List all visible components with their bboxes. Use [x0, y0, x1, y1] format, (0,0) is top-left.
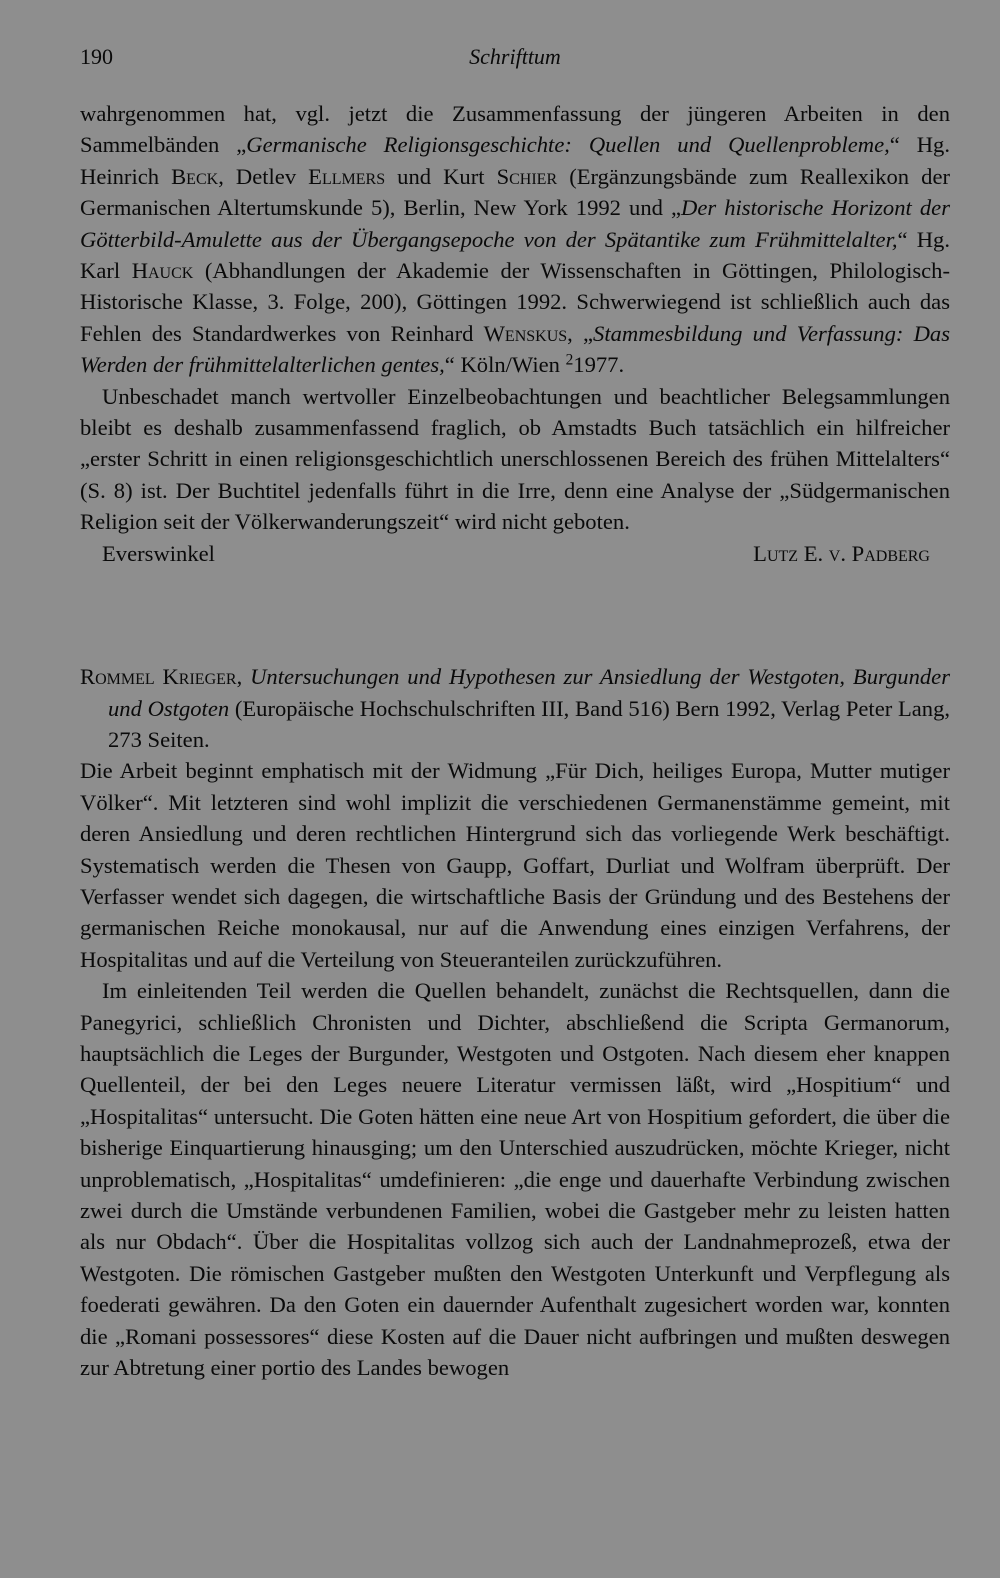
review2-paragraph-2: Im einleitenden Teil werden die Quellen behandelt, zunächst die Rechtsquellen, dann die Panegyrici, schließlich Chronisten und Dichter, abschließend die Scripta Germanorum, hauptsächlich die Leges der Burgunder, Westgoten und Ostgoten. Nach diesem eher knappen Quellenteil, der bei den Leges neuere Literatur vermissen läßt, wird „Hospitium“ und „Hospitalitas“ untersucht. Die Goten hätten eine neue Art von Hospitium gefordert, die über die bisherige Einquartierung hinausging; um den Unterschied auszudrücken, möchte Krieger, nicht unproblematisch, „Hospitalitas“ umdefinieren: „die enge und dauerhafte Verbindung zwischen zwei durch die Umstände verbundenen Familien, wobei die Gastgeber mehr zu leisten hatten als nur Obdach“. Über die Hospitalitas vollzog sich auch der Landnahmeprozeß, etwa der Westgoten. Die römischen Gastgeber mußten den Westgoten Unterkunft und Verpflegung als foederati gewähren. Da den Goten ein dauernder Aufenthalt zugesichert worden war, konnten die „Romani possessores“ diese Kosten auf die Dauer nicht aufbringen und mußten deswegen zur Abtretung einer portio des Landes bewogen [80, 978, 950, 1381]
running-title: Schrifttum [469, 44, 561, 69]
page-body [80, 98, 950, 1383]
review2-bibliographic-entry: Rommel Krieger, Untersuchungen und Hypothesen zur Ansiedlung der Westgoten, Burgunder und Ostgoten (Europäische Hochschulschriften III, Band 516) Bern 1992, Verlag Peter Lang, 273 Seiten. [80, 664, 951, 752]
running-head [80, 38, 950, 78]
reviewer-name: Lutz E. v. Padberg [753, 540, 930, 566]
section-gap [80, 569, 950, 661]
review1-paragraph-2: Unbeschadet manch wertvoller Einzelbeobachtungen und beachtlicher Belegsammlungen bleibt es deshalb zusammenfassend fraglich, ob Amstadts Buch tatsächlich ein hilfreicher „erster Schritt in einen religionsgeschichtlich unerschlossenen Bereich des frühen Mittelalters“ (S. 8) ist. Der Buchtitel jedenfalls führt in die Irre, denn eine Analyse der „Südgermanischen Religion seit der Völkerwanderungszeit“ wird nicht geboten. [80, 383, 950, 535]
book-author: Rommel Krieger [80, 664, 237, 690]
book-details: (Europäische Hochschulschriften III, Band 516) Bern 1992, Verlag Peter Lang, 273 Seiten. [108, 695, 951, 752]
review2-paragraph-1: Die Arbeit beginnt emphatisch mit der Widmung „Für Dich, heiliges Europa, Mutter mutiger Völker“. Mit letzteren sind wohl implizit die verschiedenen Germanenstämme gemeint, mit deren Ansiedlung und deren rechtlichen Hintergrund sich das vorliegende Werk beschäftigt. Systematisch werden die Thesen von Gaupp, Goffart, Durliat und Wolfram überprüft. Der Verfasser wendet sich dagegen, die wirtschaftliche Basis der Gründung und des Bestehens der germanischen Reiche monokausal, nur auf die Anwendung eines einzigen Verfahrens, der Hospitalitas und auf die Verteilung von Steueranteilen zurückzuführen. [80, 758, 950, 972]
book-title: Untersuchungen und Hypothesen zur Ansiedlung der Westgoten, Burgunder und Ostgoten [108, 664, 950, 721]
review1-paragraph-1: wahrgenommen hat, vgl. jetzt die Zusammenfassung der jüngeren Arbeiten in den Sammelbänden „Germanische Religionsgeschichte: Quellen und Quellenprobleme,“ Hg. Heinrich Beck, Detlev Ellmers und Kurt Schier (Ergänzungsbände zum Reallexikon der Germanischen Altertumskunde 5), Berlin, New York 1992 und „Der historische Horizont der Götterbild-Amulette aus der Übergangsepoche von der Spätantike zum Frühmittelalter,“ Hg. Karl Hauck (Abhandlungen der Akademie der Wissenschaften in Göttingen, Philologisch-Historische Klasse, 3. Folge, 200), Göttingen 1992. Schwerwiegend ist schließlich auch das Fehlen des Standardwerkes von Reinhard Wenskus, „Stammesbildung und Verfassung: Das Werden der frühmittelalterlichen gentes,“ Köln/Wien $^2$1977. [80, 101, 951, 378]
reviewer-place: Everswinkel [102, 540, 215, 566]
page-number: 190 [80, 44, 113, 69]
review1-signature [80, 538, 950, 569]
